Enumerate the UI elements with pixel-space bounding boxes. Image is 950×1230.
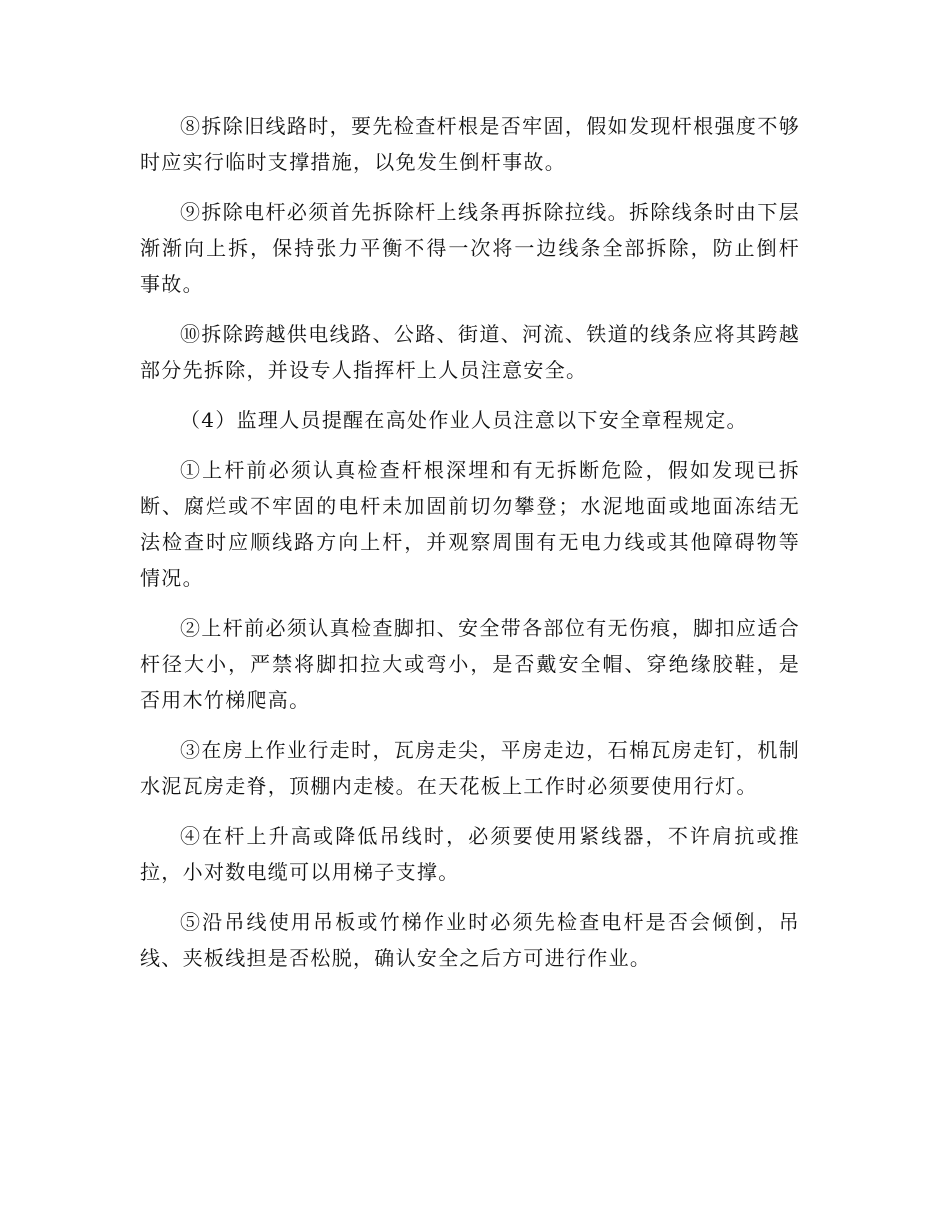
document-body [140,108,800,990]
paragraph-3-roof-work: ③在房上作业行走时，瓦房走尖，平房走边，石棉瓦房走钉，机制水泥瓦房走脊，顶棚内走棱。在天花板上工作时必须要使用行灯。 [140,738,800,798]
section-heading-4: （4）监理人员提醒在高处作业人员注意以下安全章程规定。 [180,408,748,432]
paragraph-9-dismantle-pole: ⑨拆除电杆必须首先拆除杆上线条再拆除拉线。拆除线条时由下层渐渐向上拆，保持张力平衡不得一次将一边线条全部拆除，防止倒杆事故。 [140,200,800,296]
paragraph-5-suspension-work: ⑤沿吊线使用吊板或竹梯作业时必须先检查电杆是否会倾倒，吊线、夹板线担是否松脱，确认安全之后方可进行作业。 [140,910,800,970]
paragraph-2-equipment-check: ②上杆前必须认真检查脚扣、安全带各部位有无伤痕，脚扣应适合杆径大小，严禁将脚扣拉大或弯小，是否戴安全帽、穿绝缘胶鞋，是否用木竹梯爬高。 [140,616,800,712]
paragraph-4-cable-lift: ④在杆上升高或降低吊线时，必须要使用紧线器，不许肩抗或推拉，小对数电缆可以用梯子支撑。 [140,824,800,884]
paragraph-1-pole-check: ①上杆前必须认真检查杆根深埋和有无拆断危险，假如发现已拆断、腐烂或不牢固的电杆未加固前切勿攀登；水泥地面或地面冻结无法检查时应顺线路方向上杆，并观察周围有无电力线或其他障碍物等情况。 [140,458,800,590]
paragraph-10-dismantle-crossing: ⑩拆除跨越供电线路、公路、街道、河流、铁道的线条应将其跨越部分先拆除，并设专人指挥杆上人员注意安全。 [140,322,800,382]
paragraph-8-dismantle-old-line: ⑧拆除旧线路时，要先检查杆根是否牢固，假如发现杆根强度不够时应实行临时支撑措施，以免发生倒杆事故。 [140,114,800,174]
